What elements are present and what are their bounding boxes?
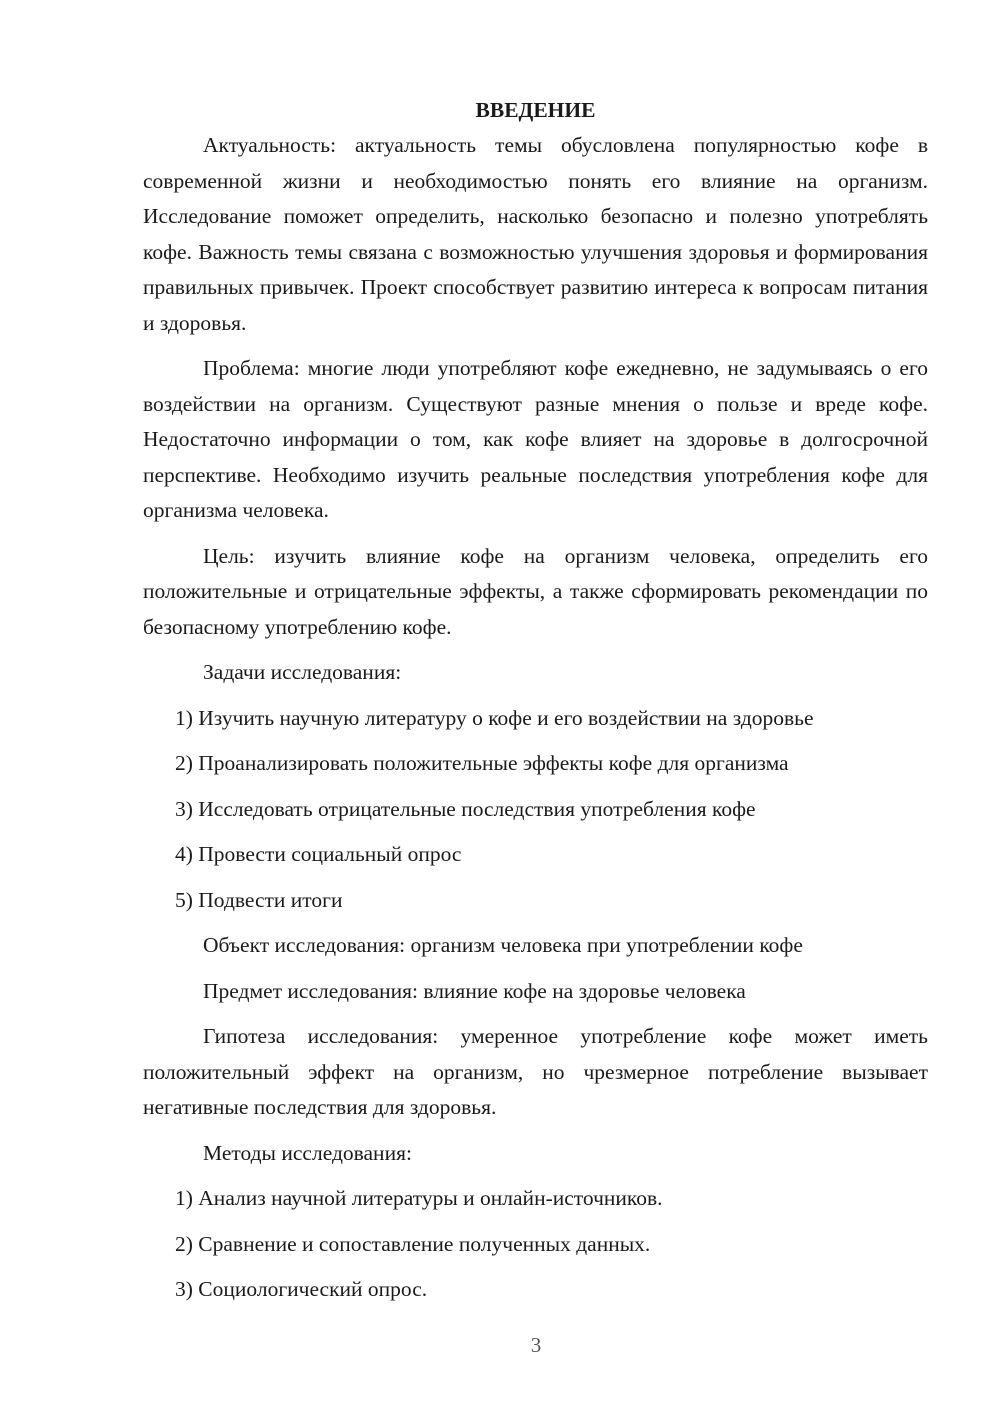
methods-title: Методы исследования:	[203, 1140, 412, 1165]
list-item: 3) Исследовать отрицательные последствия употребления кофе	[175, 796, 756, 821]
page-content	[143, 92, 928, 1308]
tasks-list	[143, 701, 928, 919]
goal-paragraph: Цель: изучить влияние кофе на организм человека, определить его положительные и отрицательные эффекты, а также сформировать рекомендации по безопасному употреблению кофе.	[143, 543, 928, 639]
list-item: 1) Изучить научную литературу о кофе и его воздействии на здоровье	[175, 705, 814, 730]
methods-list	[143, 1181, 928, 1308]
object-line: Объект исследования: организм человека при употреблении кофе	[203, 933, 803, 957]
list-item: 1) Анализ научной литературы и онлайн-источников.	[175, 1186, 663, 1210]
list-item: 2) Проанализировать положительные эффекты кофе для организма	[175, 751, 789, 775]
list-item: 4) Провести социальный опрос	[175, 842, 462, 866]
problem-paragraph: Проблема: многие люди употребляют кофе ежедневно, не задумываясь о его воздействии на организм. Существуют разные мнения о пользе и вреде кофе. Недостаточно информации о том, как кофе влияет на здоровье в долгосрочной перспективе. Необходимо изучить реальные последствия употребления кофе для организма человека.	[143, 356, 928, 522]
list-item: 2) Сравнение и сопоставление полученных данных.	[175, 1231, 651, 1256]
hypothesis-paragraph: Гипотеза исследования: умеренное употребление кофе может иметь положительный эффект на организм, но чрезмерное потребление вызывает негативные последствия для здоровья.	[143, 1024, 928, 1119]
relevance-paragraph: Актуальность: актуальность темы обусловлена популярностью кофе в современной жизни и необходимостью понять его влияние на организм. Исследование поможет определить, насколько безопасно и полезно употреблять кофе. Важность темы связана с возможностью улучшения здоровья и формирования правильных привычек. Проект способствует развитию интереса к вопросам питания и здоровья.	[143, 133, 928, 335]
list-item: 3) Социологический опрос.	[175, 1277, 428, 1301]
page-number: 3	[530, 1333, 542, 1357]
subject-line: Предмет исследования: влияние кофе на здоровье человека	[203, 978, 746, 1003]
page-title: ВВЕДЕНИЕ	[475, 98, 596, 122]
tasks-title: Задачи исследования:	[203, 660, 402, 684]
list-item: 5) Подвести итоги	[175, 887, 343, 912]
